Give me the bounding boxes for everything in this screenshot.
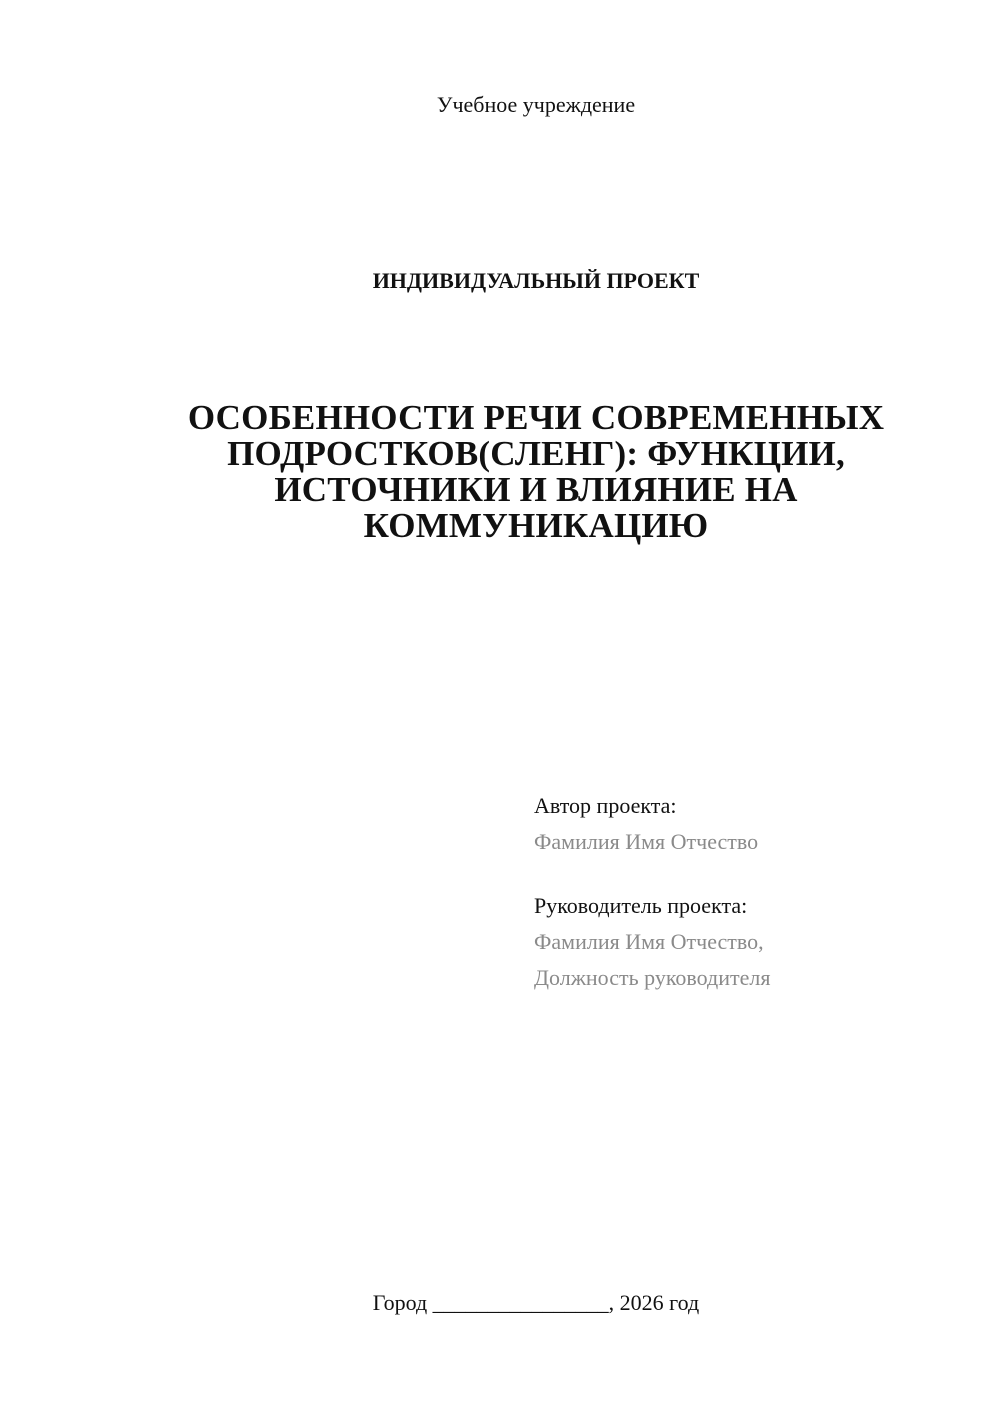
supervisor-name: Фамилия Имя Отчество, (534, 929, 764, 954)
supervisor-label: Руководитель проекта: (534, 893, 748, 918)
title-line: ОСОБЕННОСТИ РЕЧИ СОВРЕМЕННЫХ (187, 398, 885, 437)
project-type-heading: ИНДИВИДУАЛЬНЫЙ ПРОЕКТ (372, 268, 700, 293)
title-line: ИСТОЧНИКИ И ВЛИЯНИЕ НА (274, 470, 798, 509)
author-label: Автор проекта: (534, 793, 677, 818)
project-title (150, 400, 922, 544)
title-line: КОММУНИКАЦИЮ (363, 506, 709, 545)
project-credits (534, 788, 974, 996)
institution-name: Учебное учреждение (436, 92, 636, 117)
city-year-footer: Город ________________, 2026 год (372, 1290, 700, 1315)
supervisor-position: Должность руководителя (534, 965, 771, 990)
credits-spacer (534, 860, 974, 888)
title-line: ПОДРОСТКОВ(СЛЕНГ): ФУНКЦИИ, (227, 434, 845, 473)
author-name: Фамилия Имя Отчество (534, 829, 759, 854)
